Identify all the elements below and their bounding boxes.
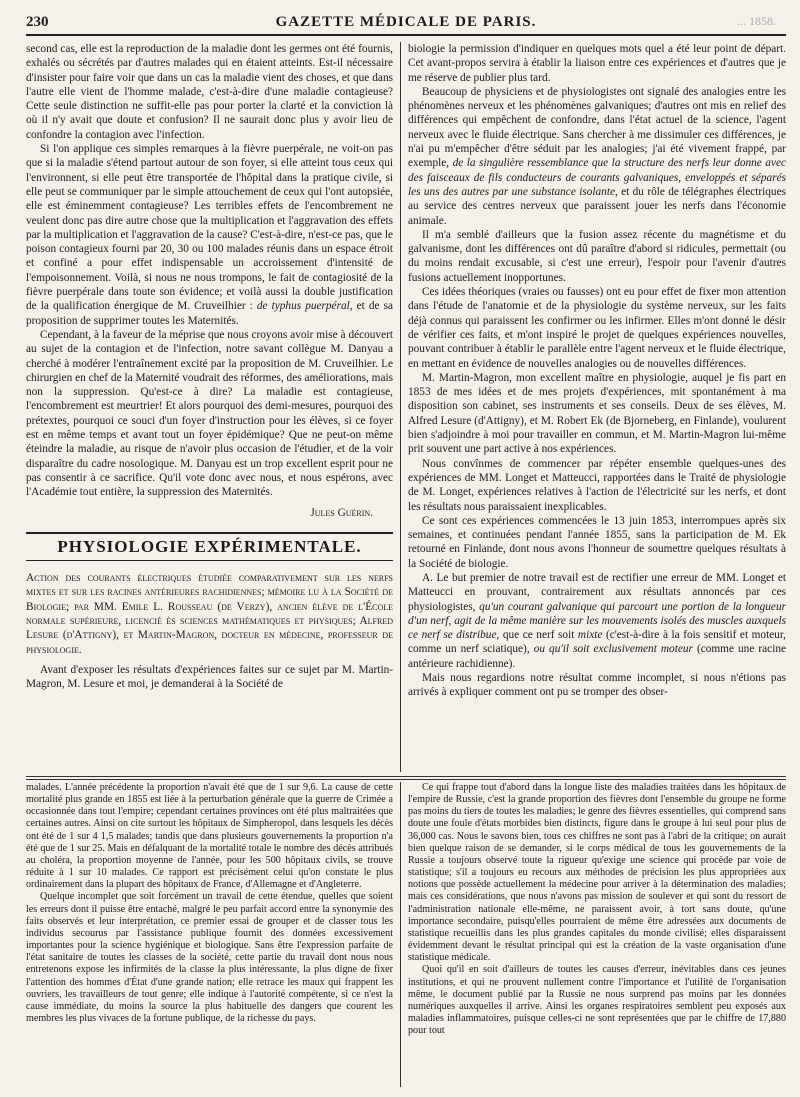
paragraph: Mais nous regardions notre résultat comme incomplet, si nous n'étions pas arrivés à expliquer comment ont pu se tromper des obser- (408, 672, 786, 699)
page-number: 230 (26, 14, 49, 30)
emphasis: de la singulière ressemblance que la structure des nerfs leur donne avec des faisceaux de fils conducteurs de courants galvaniques, enveloppés et séparés les uns des autres par une substance isolante (408, 157, 786, 198)
page-header (26, 14, 786, 36)
top-right-column (408, 42, 786, 772)
paragraph: A. Le but premier de notre travail est de rectifier une erreur de MM. Longet et Matteucci en prouvant, contrairement aux résultats annoncés par ces physiologistes, qu'un courant galvanique qui parcourt une portion de la longueur d'un nerf, agit de la même manière sur les mouvements isolés des muscles auxquels ce nerf se distribue, que ce nerf soit mixte (c'est-à-dire à la fois sensitif et moteur, comme un nerf sciatique), ou qu'il soit exclusivement moteur (comme une racine antérieure rachidienne). (408, 571, 786, 670)
paragraph: M. Martin-Magron, mon excellent maître en physiologie, auquel je fis part en 1853 de mes idées et de mes projets d'expériences, mit spontanément à ma disposition son cabinet, ses instruments et ses conseils. Deux de ses élèves, M. Alfred Lesure (d'Attigny), et M. Robert Ek (de Bjorneberg, en Finlande), voulurent bien s'adjoindre à moi pour travailler en commun, et M. Martin-Magron lui-même prit souvent une part active à nos expériences. (408, 371, 786, 456)
emphasis: qu'un courant galvanique qui parcourt une portion de la longueur d'un nerf, agit de la même manière sur les mouvements isolés des muscles auxquels ce nerf se distribue (408, 600, 786, 642)
section-divider (26, 776, 786, 780)
journal-title: GAZETTE MÉDICALE DE PARIS. (275, 14, 537, 30)
paragraph: Ce sont ces expériences commencées le 13 juin 1853, interrompues après six semaines, et continuées pendant l'année 1855, sans la participation de M. Ek retourné en Finlande, dont nous avons l'honneur de soumettre quelques résultats à la Société de biologie. (408, 514, 786, 570)
column-divider (400, 782, 401, 1087)
top-left-column (26, 42, 393, 772)
article-title: Action des courants électriques étudiée comparativement sur les nerfs mixtes et sur les racines antérieures rachidiennes; mémoire lu à la Société de Biologie; par MM. Emile L. Rousseau (de Verzy), ancien élève de l'École normale supérieure, licencié ès sciences mathématiques et physiques; Alfred Lesure (d'Attigny), et Martin-Magron, docteur en médecine, professeur de physiologie. (26, 572, 393, 656)
paragraph: Beaucoup de physiciens et de physiologistes ont signalé des analogies entre les phénomènes nerveux et les phénomènes galvaniques; d'autres ont mis en relief des différences qui empêchent de confondre, dans l'état actuel de la science, l'agent nerveux avec le fluide électrique. Sans chercher à me dissimuler ces différences, je n'ai pu m'empêcher d'être séduit par les analogies; j'ai été vivement frappé, par exemple, de la singulière ressemblance que la structure des nerfs leur donne avec des faisceaux de fils conducteurs de courants galvaniques, enveloppés et séparés les uns des autres par une substance isolante, et du rôle de télégraphes électriques au service des centres nerveux que paraissent jouer les nerfs dans l'économie animale. (408, 85, 786, 227)
signature: Jules Guérin. (310, 506, 373, 519)
section-heading: PHYSIOLOGIE EXPÉRIMENTALE. (26, 532, 393, 561)
bottom-left-column (26, 782, 393, 1087)
paragraph: Ces idées théoriques (vraies ou fausses) ont eu pour effet de fixer mon attention dans l'étude de l'anatomie et de la physiologie du système nerveux, sur les faits déjà connus qui paraissent les confirmer ou les infirmer. Elles m'ont donné le désir de vérifier ces faits, et m'ont inspiré le projet de quelques expériences nouvelles, pouvant contribuer à établir le parallèle entre l'agent nerveux et le fluide électrique, en mettant en évidence de nouvelles analogies ou de nouvelles différences. (408, 286, 786, 370)
header-date-fragment: ... 1858. (737, 14, 776, 28)
paragraph: malades. L'année précédente la proportion n'avait été que de 1 sur 9,6. La cause de cette mortalité plus grande en 1855 est liée à la perturbation générale que la guerre de Crimée a occasionnée dans tout l'empire; cependant certaines provinces ont été plus maltraitées que certaines autres. Ainsi on cite surtout les hôpitaux de Simpheropol, dans lesquels les décès ont été de 1 sur 4 1,5 malades; tandis que dans plusieurs gouvernements la proportion n'a été que de 1 sur 25. Mais en défalquant de la mortalité totale le nombre des décès attribués au choléra, la proportion moyenne de l'année, pour les 500 hôpitaux civils, se trouve réduite à 1 sur 10 malades. Ce rapport est précisément celui qu'on constate le plus ordinairement dans la plupart des hôpitaux de France, d'Allemagne et d'Angleterre. (26, 782, 393, 891)
paragraph: Quelque incomplet que soit forcément un travail de cette étendue, quelles que soient les erreurs dont il puisse être entaché, malgré le peu parfait accord entre la synonymie des faits observés et leur interprétation, ce premier essai de grouper et de classer tous les individus secourus par l'assistance publique fournit des données excessivement importantes pour la science hygiénique et biologique. Sans être l'expression parfaite de l'état sanitaire de toutes les classes de la société, cette partie du travail dont nous nous entretenons expose les infirmités de la classe la plus intéressante, la plus digne de fixer l'attention des hommes d'État d'une grande nation; elle retrace les maux qui frappent les ouvriers, les travailleurs de tout genre; elle indique à l'autorité compétente, si ce n'est la cause immédiate, du moins la source la plus habituelle des dangers que courent les membres les plus vivaces de la fortune publique, de la richesse du pays. (26, 891, 393, 1024)
emphasis: de typhus puerpéral (256, 300, 350, 313)
paragraph: Ce qui frappe tout d'abord dans la longue liste des maladies traitées dans les hôpitaux de l'empire de Russie, c'est la grande proportion des fièvres dont l'ensemble du groupe ne forme pas moins du tiers de toutes les maladies; le genre des fièvres essentielles, qui comprend sans doute une foule d'états morbides bien distincts, figure dans le groupe à lui seul pour plus de 36,000 cas. Nous le savons bien, tous ces chiffres ne sont pas à l'abri de la critique; on aurait bien quelque raison de se demander, si le corps médical de tous les gouvernements de la Russie a toujours observé toute la rigueur qu'exige une science qui procède par voie de statistique; s'il a toujours eu recours aux méthodes de précision les plus appropriées aux notions que possède actuellement la médecine pour arriver à la détermination des maladies; mais ces considérations, que nous n'avons pas mission de soulever et qui sont du ressort de l'administration nationale elle-même, ne paraissent avoir, à tort sans doute, qu'une importance secondaire, puisqu'elles pourraient de même être adressées aux documents de statistique recueillis dans les plus grandes capitales du monde civilisé; elles disparaissent évidemment devant le résultat principal qui est la création de la vaste organisation d'une statistique médicale. (408, 782, 786, 964)
paragraph: biologie la permission d'indiquer en quelques mots quel a été leur point de départ. Cet avant-propos servira à établir la liaison entre ces expériences et d'autres que je me réserve de publier plus tard. (408, 43, 786, 84)
paragraph: Avant d'exposer les résultats d'expériences faites sur ce sujet par M. Martin-Magron, M. Lesure et moi, je demanderai à la Société de (26, 663, 393, 691)
paragraph: Il m'a semblé d'ailleurs que la fusion assez récente du magnétisme et du galvanisme, dont les différences ont dû paraître d'abord si ridicules, permettait (ou du moins rendait excusable, si c'est une erreur), l'espoir pour l'avenir d'autres fusions actuellement inopportunes. (408, 228, 786, 284)
paragraph: Quoi qu'il en soit d'ailleurs de toutes les causes d'erreur, inévitables dans ces jeunes institutions, et qui ne prouvent nullement contre l'importance et l'utilité de l'organisation même, le document publié par la Russie ne nous surprend pas moins par les données numériques auxquelles il arrive. Ainsi les organes respiratoires semblent peu exposés aux maladies inflammatoires, puisque celles-ci ne sont représentées que par le chiffre de 17,880 pour tout (408, 964, 786, 1037)
column-divider (400, 42, 401, 772)
emphasis: ou qu'il soit exclusivement moteur (533, 643, 693, 656)
emphasis: mixte (577, 629, 603, 642)
paragraph: Nous convînmes de commencer par répéter ensemble quelques-unes des expériences de MM. Longet et Matteucci, rapportées dans le Traité de physiologie de M. Longet, expériences relatives à l'action de l'électricité sur les nerfs, et dont les résultats nous paraissaient inexplicables. (408, 457, 786, 513)
paragraph: Cependant, à la faveur de la méprise que nous croyons avoir mise à découvert au sujet de la contagion et de l'infection, notre savant collègue M. Danyau a cherché à modérer l'entraînement excité par la proposition de M. Cruveilhier. Le chirurgien en chef de la Maternité voudrait des réformes, des améliorations, mais non la suppression. Qu'est-ce à dire? La maladie est contagieuse, l'encombrement est meurtrier! Et alors pourquoi des demi-mesures, pourquoi des prétextes, pourquoi ce souci d'un foyer d'instruction pour les élèves, si ce foyer est en même temps et avant tout un foyer épidémique? Que ne peut-on même éteindre la maladie, au risque de n'avoir plus occasion de l'étudier, et de la voir disparaître du cadre nosologique. M. Danyau est un trop excellent esprit pour ne pas consentir à ce sacrifice. Qu'il vote donc avec nous, et nous espérons, avec l'Académie tout entière, la suppression des Maternités. (26, 328, 393, 499)
paragraph: second cas, elle est la reproduction de la maladie dont les germes ont été fournis, exhalés ou sécrétés par d'autres malades qui en étaient atteints. Est-il nécessaire d'insister pour faire voir que dans un cas la maladie vient des choses, et que dans l'autre elle vient de l'homme malade, c'est-à-dire d'une maladie contagieuse? Cette seule distinction ne suffit-elle pas pour porter la clarté et la conviction là où il n'y avait que doute et confusion? Il ne saurait donc plus y avoir lieu de confondre la contagion avec l'infection. (26, 43, 393, 141)
bottom-right-column (408, 782, 786, 1087)
paragraph: Si l'on applique ces simples remarques à la fièvre puerpérale, ne voit-on pas que si la maladie s'étend partout autour de son foyer, si elle atteint tous ceux qui l'environnent, si elle peut être transportée de l'hôpital dans la pratique civile, si elle peut se communiquer par le simple attouchement de ceux qui l'ont autopsiée, elle est éminemment contagieuse? Les terribles effets de l'encombrement ne veulent donc pas dire autre chose que la multiplication et l'aggravation des effets par la multiplication et l'aggravation de la cause? C'est-à-dire, n'est-ce pas, que le poison contagieux fourni par 20, 30 ou 100 malades réunis dans un espace étroit et confiné a pour effet indispensable un accroissement d'intensité de l'empoisonnement. Voilà, si nous ne nous trompons, le fait de contagiosité de la fièvre puerpérale dans toute son évidence; et voilà aussi la double justification de la qualification énergique de M. Cruveilhier : de typhus puerpéral, et de sa proposition de supprimer toutes les Maternités. (26, 143, 393, 327)
